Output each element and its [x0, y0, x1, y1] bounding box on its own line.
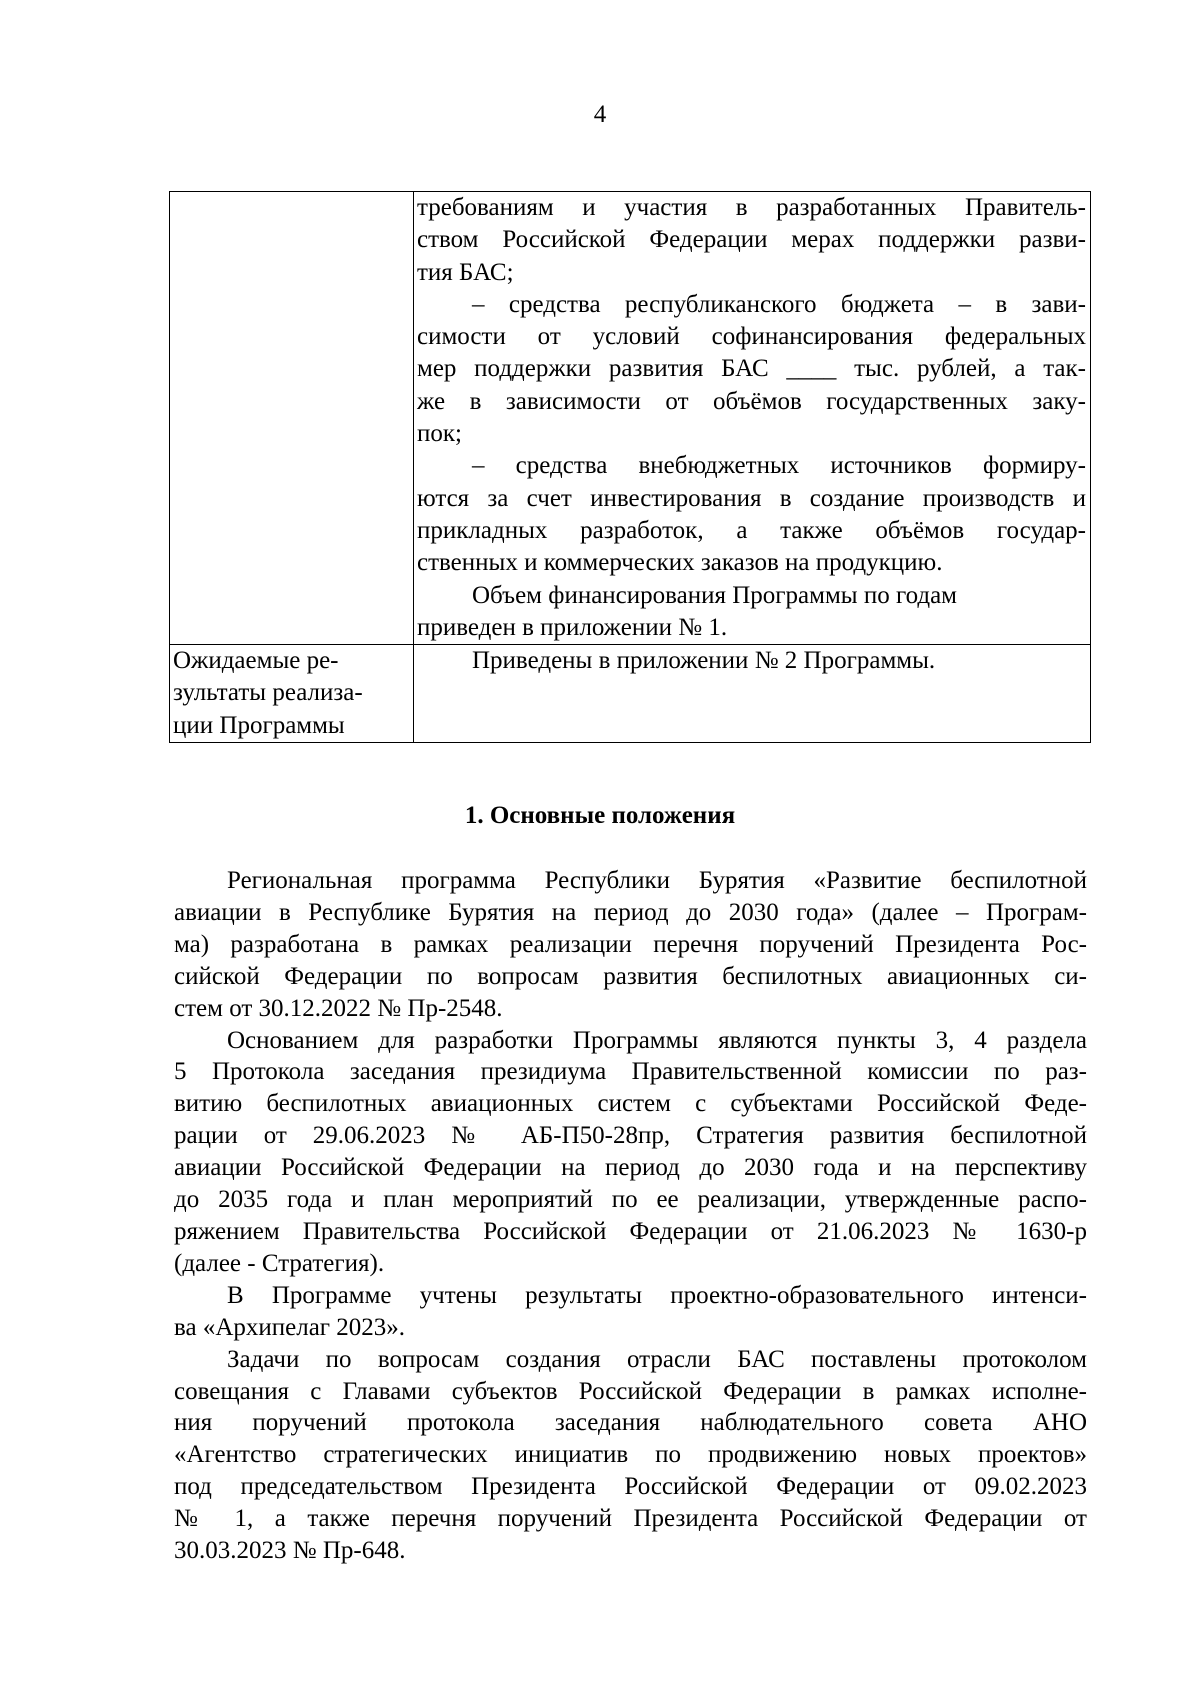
paragraph-line: ма) разработана в рамках реализации перечня поручений Президента Рос-	[174, 930, 1087, 958]
section-heading: 1. Основные положения	[464, 802, 736, 829]
table-text-line: пок;	[417, 420, 462, 448]
table-text-line: симости от условий софинансирования федеральных	[417, 323, 1086, 351]
paragraph-line: рации от 29.06.2023 № АБ-П50-28пр, Стратегия развития беспилотной	[174, 1122, 1087, 1150]
paragraph-line: витию беспилотных авиационных систем с субъектами Российской Феде-	[174, 1090, 1087, 1118]
table-text-line: ственных и коммерческих заказов на продукцию.	[417, 549, 943, 577]
paragraph-line: Задачи по вопросам создания отрасли БАС поставлены протоколом	[227, 1345, 1087, 1373]
paragraph	[174, 1344, 1087, 1567]
section-body	[174, 865, 1087, 1567]
paragraph-line: (далее - Стратегия).	[174, 1249, 385, 1277]
paragraph-line: стем от 30.12.2022 № Пр-2548.	[174, 994, 503, 1022]
paragraph	[174, 1280, 1087, 1344]
table-text-line: Объем финансирования Программы по годам	[472, 581, 957, 609]
table-text-line: – средства республиканского бюджета – в зави-	[472, 290, 1086, 318]
table-label-line: зультаты реализа-	[173, 679, 363, 707]
paragraph-line: авиации в Республике Бурятия на период до 2030 года» (далее – Програм-	[174, 898, 1087, 926]
table-cell-label-empty	[170, 192, 414, 645]
paragraph-line: ва «Архипелаг 2023».	[174, 1313, 406, 1341]
table-text-line: же в зависимости от объёмов государственных заку-	[417, 387, 1086, 415]
paragraph-line: 5 Протокола заседания президиума Правительственной комиссии по раз-	[174, 1058, 1087, 1086]
paragraph-line: под председательством Президента Российской Федерации от 09.02.2023	[174, 1473, 1087, 1501]
table-text-line: ются за счет инвестирования в создание производств и	[417, 484, 1086, 512]
table-cell-financing-content	[414, 192, 1091, 645]
table-text-line: ством Российской Федерации мерах поддержки разви-	[417, 226, 1086, 254]
table-row-financing	[170, 192, 1091, 645]
paragraph-line: Региональная программа Республики Бурятия «Развитие беспилотной	[227, 867, 1087, 894]
table-label-line: Ожидаемые ре-	[173, 647, 339, 675]
table-text-line: – средства внебюджетных источников формиру-	[472, 452, 1086, 480]
table-text-line: прикладных разработок, а также объёмов государ-	[417, 516, 1086, 544]
paragraph-line: ния поручений протокола заседания наблюдательного совета АНО	[174, 1409, 1087, 1437]
paragraph-line: Основанием для разработки Программы являются пункты 3, 4 раздела	[227, 1026, 1087, 1054]
paragraph-line: авиации Российской Федерации на период до 2030 года и на перспективу	[174, 1154, 1087, 1182]
table-text-line: требованиям и участия в разработанных Правитель-	[417, 194, 1086, 221]
paragraph-line: № 1, а также перечня поручений Президента Российской Федерации от	[174, 1505, 1087, 1533]
table-cell-expected-results-content	[414, 645, 1091, 743]
paragraph	[174, 865, 1087, 1025]
table-text-line: Приведены в приложении № 2 Программы.	[472, 647, 936, 675]
paragraph-line: до 2035 года и план мероприятий по ее реализации, утвержденные распо-	[174, 1186, 1087, 1214]
paragraph-line: «Агентство стратегических инициатив по продвижению новых проектов»	[174, 1441, 1087, 1469]
table-text-line: тия БАС;	[417, 258, 514, 286]
paragraph	[174, 1025, 1087, 1280]
table-label-line: ции Программы	[173, 711, 345, 739]
paragraph-line: 30.03.2023 № Пр-648.	[174, 1537, 406, 1565]
paragraph-line: ряжением Правительства Российской Федерации от 21.06.2023 № 1630-р	[174, 1217, 1087, 1245]
table-text-line: мер поддержки развития БАС ____ тыс. рублей, а так-	[417, 355, 1086, 383]
page-number: 4	[593, 101, 607, 128]
program-passport-table	[169, 191, 1091, 743]
table-row-expected-results	[170, 645, 1091, 743]
paragraph-line: совещания с Главами субъектов Российской Федерации в рамках исполне-	[174, 1377, 1087, 1405]
table-cell-expected-results-label	[170, 645, 414, 743]
paragraph-line: сийской Федерации по вопросам развития беспилотных авиационных си-	[174, 962, 1087, 990]
paragraph-line: В Программе учтены результаты проектно-образовательного интенси-	[227, 1281, 1087, 1309]
table-text-line: приведен в приложении № 1.	[417, 613, 728, 641]
